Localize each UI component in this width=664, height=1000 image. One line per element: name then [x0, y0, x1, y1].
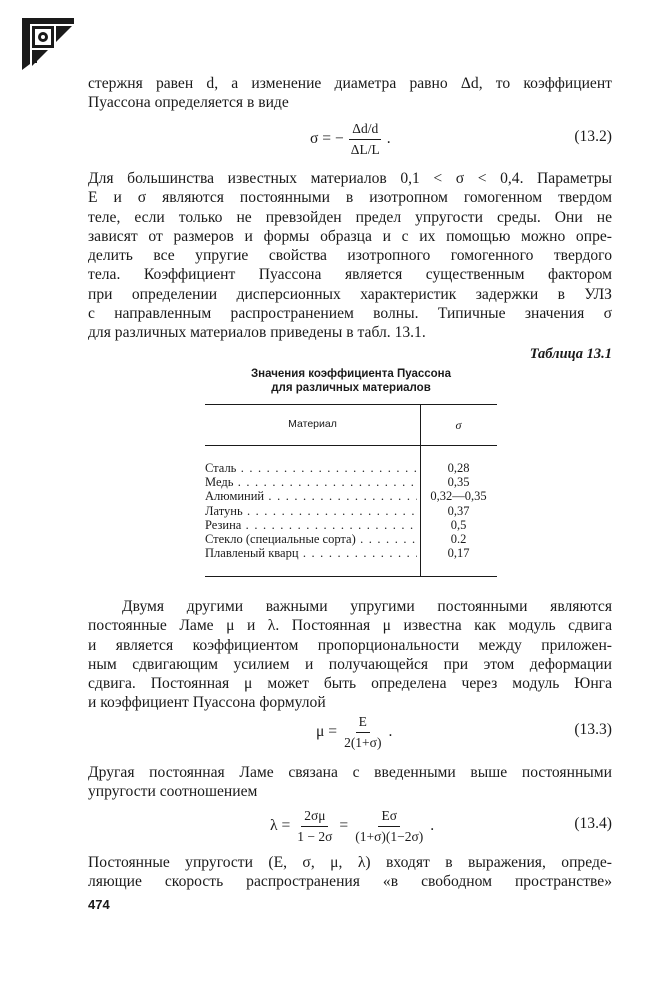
sigma-value: 0,28 — [447, 461, 470, 475]
table-row — [205, 475, 497, 489]
table-row — [205, 489, 497, 503]
table-row — [205, 504, 497, 518]
paragraph-constants — [88, 853, 612, 892]
poisson-table — [205, 404, 497, 578]
fraction — [294, 808, 335, 845]
equation-number: (13.3) — [574, 721, 612, 738]
paragraph-intro — [88, 74, 612, 113]
text-line: с направленным распространением волны. Типичные значения σ — [88, 305, 612, 323]
sigma-value: 0,37 — [447, 503, 470, 518]
table-header-material: Материал — [288, 418, 337, 430]
table-rule-top — [205, 404, 497, 405]
equation-number: (13.2) — [574, 128, 612, 145]
text-line: делить все упругие свойства изотропного гомогенного твердого — [88, 247, 612, 265]
sigma-value: 0,32—0,35 — [430, 489, 487, 504]
corner-ornament-icon — [22, 18, 74, 70]
table-body — [205, 461, 497, 560]
text-line: ляющие скорость распространения «в свободном пространстве» — [88, 873, 612, 891]
fraction-numerator: Δd/d — [349, 121, 381, 140]
fraction-denominator: (1+σ)(1−2σ) — [355, 828, 424, 844]
text-line: тела. Коэффициент Пуассона является существенным фактором — [88, 266, 612, 284]
text-line: для различных материалов приведены в табл. 13.1. — [88, 324, 426, 342]
equation-lhs: μ = — [316, 723, 338, 740]
text-line: Другая постоянная Ламе связана с введенными выше постоянными — [88, 764, 612, 781]
table-row — [205, 461, 497, 475]
text-line: Пуассона определяется в виде — [88, 94, 289, 112]
fraction-denominator: 2(1+σ) — [344, 734, 382, 750]
table-row — [205, 532, 497, 546]
page-number: 474 — [88, 897, 110, 912]
text-line: и является коэффициентом пропорциональности между приложен- — [88, 636, 612, 654]
fraction — [348, 121, 383, 158]
sigma-value: 0,5 — [450, 517, 467, 532]
text-line: теле, если только не превзойден предел упругости среды. Они не — [88, 208, 612, 226]
table-row — [205, 546, 497, 560]
table-rule-bottom — [205, 576, 497, 577]
equation-tail: . — [388, 723, 393, 740]
material-name: Стекло (специальные сорта) . . . — [205, 532, 417, 546]
table-row — [205, 518, 497, 532]
table-title — [205, 367, 497, 395]
material-name: Латунь . . . — [205, 504, 417, 518]
text-line: E и σ являются постоянными в изотропном гомогенном твердом — [88, 189, 612, 207]
paragraph-second-lame — [88, 763, 612, 802]
table-title-line: для различных материалов — [271, 382, 431, 394]
material-name: Медь . . . — [205, 475, 417, 489]
sigma-value: 0.2 — [450, 531, 467, 546]
text-line: при определении дисперсионных характеристик задержки в УЛЗ — [88, 285, 612, 303]
text-line: ным сдвигающим усилием и получающейся при этом деформации — [88, 655, 612, 673]
equation-number: (13.4) — [574, 815, 612, 832]
fraction-numerator: E — [356, 714, 370, 733]
paragraph-properties — [88, 169, 612, 343]
fraction-numerator: 2σμ — [301, 808, 328, 827]
fraction-denominator: 1 − 2σ — [297, 828, 333, 844]
equation-tail: . — [386, 130, 391, 147]
equation-tail: . — [430, 817, 435, 834]
fraction — [341, 714, 384, 751]
equation-lhs: σ = − — [310, 130, 344, 147]
equation-13-3 — [88, 707, 612, 757]
table-title-line: Значения коэффициента Пуассона — [250, 368, 452, 380]
material-name: Алюминий . . . — [205, 489, 417, 503]
material-name: Сталь . . . — [205, 461, 417, 475]
material-name: Резина . . . — [205, 518, 417, 532]
fraction-denominator: ΔL/L — [350, 141, 380, 157]
material-name: Плавленый кварц . . . — [205, 546, 417, 560]
text-line: Для большинства известных материалов 0,1 < σ < 0,4. Параметры — [88, 170, 612, 187]
table-header-sigma: σ — [455, 418, 462, 432]
sigma-value: 0,17 — [447, 546, 470, 561]
equation-13-2 — [88, 114, 612, 164]
text-line: и коэффициент Пуассона формулой — [88, 694, 326, 712]
fraction — [352, 808, 426, 845]
fraction-numerator: Eσ — [378, 808, 400, 827]
text-line: сдвига. Постоянная μ может быть определена через модуль Юнга — [88, 675, 612, 693]
text-line: постоянные Ламе μ и λ. Постоянная μ известна как модуль сдвига — [88, 617, 612, 635]
text-line: Двумя другими важными упругими постоянными являются — [122, 598, 612, 615]
text-line: Постоянные упругости (E, σ, μ, λ) входят в выражения, опреде- — [88, 854, 612, 871]
equation-equals: = — [339, 817, 349, 834]
table-rule-header — [205, 445, 497, 446]
sigma-value: 0,35 — [447, 475, 470, 490]
table-caption: Таблица 13.1 — [529, 346, 612, 362]
text-line: зависят от размеров и формы образца и с их помощью можно опре- — [88, 227, 612, 245]
text-line: упругости соотношением — [88, 783, 258, 801]
paragraph-lame — [88, 597, 612, 713]
equation-13-4 — [88, 801, 612, 851]
equation-lhs: λ = — [270, 817, 291, 834]
text-line: стержня равен d, а изменение диаметра равно Δd, то коэффициент — [88, 75, 612, 92]
